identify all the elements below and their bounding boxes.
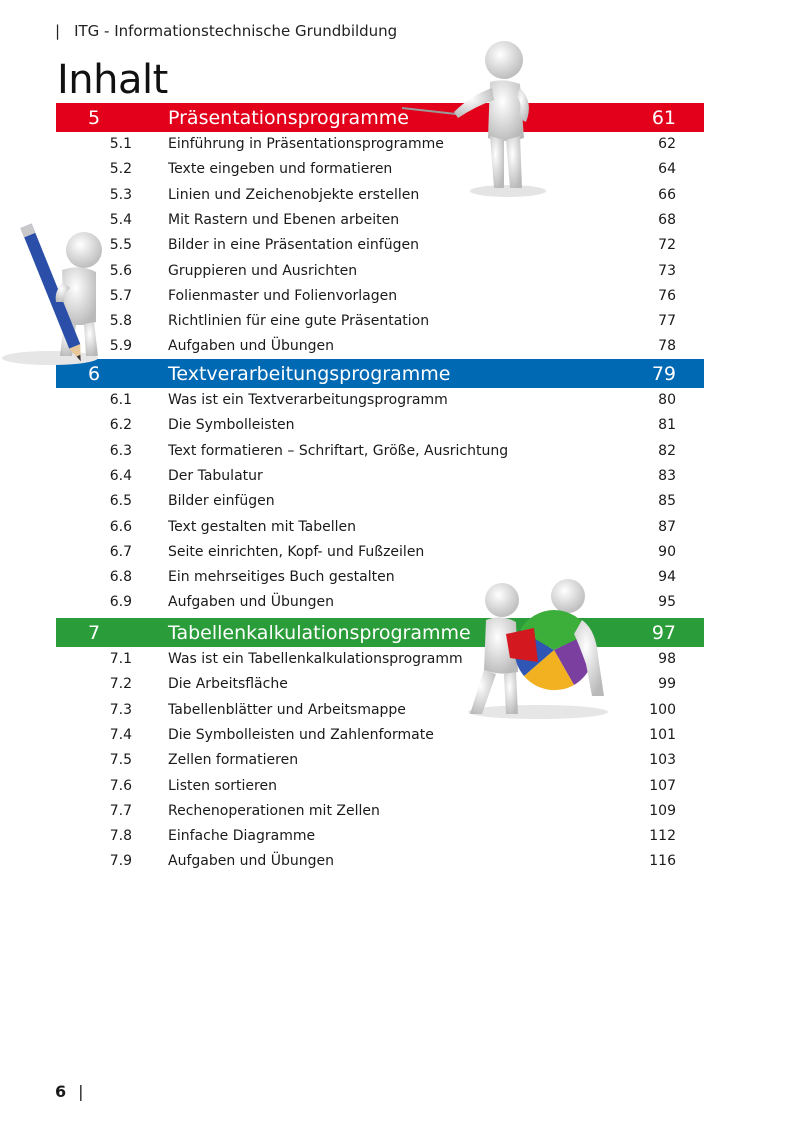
toc-entry[interactable] xyxy=(56,824,704,849)
section-page: 82 xyxy=(658,443,676,459)
section-title: Folienmaster und Folienvorlagen xyxy=(168,288,398,304)
toc-entry[interactable] xyxy=(56,439,704,464)
chapter-title: Präsentationsprogramme xyxy=(168,107,409,129)
toc-entry[interactable] xyxy=(56,413,704,438)
section-number: 5.9 xyxy=(109,338,132,354)
section-page: 76 xyxy=(658,288,676,304)
section-number: 6.2 xyxy=(109,417,132,433)
toc-entry[interactable] xyxy=(56,540,704,565)
section-title: Bilder in eine Präsentation einfügen xyxy=(168,237,419,253)
chapter-number: 5 xyxy=(88,107,101,129)
section-title: Einführung in Präsentationsprogramme xyxy=(168,136,444,152)
section-title: Seite einrichten, Kopf- und Fußzeilen xyxy=(168,544,425,560)
section-page: 78 xyxy=(658,338,676,354)
section-title: Text formatieren – Schriftart, Größe, Ausrichtung xyxy=(168,443,509,459)
section-page: 83 xyxy=(658,468,676,484)
toc-entry[interactable] xyxy=(56,464,704,489)
toc-entry[interactable] xyxy=(56,388,704,413)
section-number: 7.6 xyxy=(109,778,132,794)
toc-entry[interactable] xyxy=(56,334,704,359)
presenter-figure-icon xyxy=(398,38,548,198)
section-page: 94 xyxy=(658,569,676,585)
page-number: 6 xyxy=(55,1082,67,1101)
section-number: 6.7 xyxy=(109,544,132,560)
chapter-page: 61 xyxy=(651,107,676,129)
chapter-title: Tabellenkalkulationsprogramme xyxy=(168,622,471,644)
toc-entry[interactable] xyxy=(56,157,704,182)
section-number: 5.6 xyxy=(109,263,132,279)
toc-entry[interactable] xyxy=(56,309,704,334)
page-title: Inhalt xyxy=(57,57,168,103)
toc-entry[interactable] xyxy=(56,489,704,514)
section-number: 6.3 xyxy=(109,443,132,459)
section-title: Einfache Diagramme xyxy=(168,828,316,844)
section-page: 98 xyxy=(658,651,676,667)
toc-entry[interactable] xyxy=(56,723,704,748)
running-header xyxy=(55,22,397,40)
section-number: 7.3 xyxy=(109,702,132,718)
section-title: Was ist ein Textverarbeitungsprogramm xyxy=(168,392,448,408)
header-text: ITG - Informationstechnische Grundbildung xyxy=(74,22,398,40)
section-page: 109 xyxy=(649,803,676,819)
toc-entry[interactable] xyxy=(56,183,704,208)
section-page: 99 xyxy=(658,676,676,692)
section-page: 64 xyxy=(658,161,676,177)
section-number: 6.8 xyxy=(109,569,132,585)
footer-separator: | xyxy=(78,1082,84,1101)
chapter-heading[interactable] xyxy=(56,103,704,132)
section-number: 6.9 xyxy=(109,594,132,610)
pie-chart-figures-icon xyxy=(458,576,618,721)
section-title: Texte eingeben und formatieren xyxy=(168,161,393,177)
section-title: Die Symbolleisten und Zahlenformate xyxy=(168,727,434,743)
page-footer xyxy=(55,1082,84,1101)
section-number: 5.1 xyxy=(109,136,132,152)
section-number: 7.8 xyxy=(109,828,132,844)
section-title: Gruppieren und Ausrichten xyxy=(168,263,358,279)
toc-entry[interactable] xyxy=(56,849,704,874)
chapter-page: 79 xyxy=(651,363,676,385)
section-title: Ein mehrseitiges Buch gestalten xyxy=(168,569,395,585)
section-page: 77 xyxy=(658,313,676,329)
section-title: Listen sortieren xyxy=(168,778,277,794)
section-number: 5.2 xyxy=(109,161,132,177)
section-number: 5.3 xyxy=(109,187,132,203)
section-title: Der Tabulatur xyxy=(168,468,263,484)
section-number: 7.9 xyxy=(109,853,132,869)
section-number: 6.5 xyxy=(109,493,132,509)
section-title: Die Symbolleisten xyxy=(168,417,295,433)
section-page: 85 xyxy=(658,493,676,509)
section-title: Text gestalten mit Tabellen xyxy=(168,519,356,535)
section-page: 80 xyxy=(658,392,676,408)
section-number: 7.4 xyxy=(109,727,132,743)
section-number: 7.1 xyxy=(109,651,132,667)
toc-entry[interactable] xyxy=(56,233,704,258)
section-page: 116 xyxy=(649,853,676,869)
section-page: 103 xyxy=(649,752,676,768)
section-title: Aufgaben und Übungen xyxy=(168,338,335,354)
section-number: 5.5 xyxy=(109,237,132,253)
chapter-number: 6 xyxy=(88,363,101,385)
toc-entry[interactable] xyxy=(56,208,704,233)
section-title: Aufgaben und Übungen xyxy=(168,594,335,610)
section-title: Aufgaben und Übungen xyxy=(168,853,335,869)
section-title: Mit Rastern und Ebenen arbeiten xyxy=(168,212,400,228)
toc-entry[interactable] xyxy=(56,515,704,540)
chapter-title: Textverarbeitungsprogramme xyxy=(168,363,451,385)
section-title: Zellen formatieren xyxy=(168,752,299,768)
section-page: 66 xyxy=(658,187,676,203)
section-number: 7.2 xyxy=(109,676,132,692)
section-number: 5.7 xyxy=(109,288,132,304)
section-page: 62 xyxy=(658,136,676,152)
section-page: 87 xyxy=(658,519,676,535)
section-number: 6.4 xyxy=(109,468,132,484)
section-page: 100 xyxy=(649,702,676,718)
section-page: 112 xyxy=(649,828,676,844)
section-number: 6.6 xyxy=(109,519,132,535)
section-page: 81 xyxy=(658,417,676,433)
section-number: 6.1 xyxy=(109,392,132,408)
toc-entry[interactable] xyxy=(56,774,704,799)
chapter-page: 97 xyxy=(651,622,676,644)
header-separator: | xyxy=(55,22,61,40)
section-page: 68 xyxy=(658,212,676,228)
section-number: 7.5 xyxy=(109,752,132,768)
section-title: Bilder einfügen xyxy=(168,493,275,509)
section-page: 73 xyxy=(658,263,676,279)
section-title: Richtlinien für eine gute Präsentation xyxy=(168,313,430,329)
section-number: 5.4 xyxy=(109,212,132,228)
section-number: 5.8 xyxy=(109,313,132,329)
toc-entry[interactable] xyxy=(56,259,704,284)
section-title: Tabellenblätter und Arbeitsmappe xyxy=(168,702,406,718)
section-page: 101 xyxy=(649,727,676,743)
toc-entry[interactable] xyxy=(56,799,704,824)
chapter-heading[interactable] xyxy=(56,359,704,388)
section-title: Rechenoperationen mit Zellen xyxy=(168,803,380,819)
chapter-number: 7 xyxy=(88,622,101,644)
toc-entry[interactable] xyxy=(56,284,704,309)
section-number: 7.7 xyxy=(109,803,132,819)
section-page: 90 xyxy=(658,544,676,560)
section-page: 95 xyxy=(658,594,676,610)
section-page: 72 xyxy=(658,237,676,253)
toc-entry[interactable] xyxy=(56,132,704,157)
pencil-figure-icon xyxy=(0,210,110,370)
toc-entry[interactable] xyxy=(56,748,704,773)
section-title: Linien und Zeichenobjekte erstellen xyxy=(168,187,420,203)
section-title: Die Arbeitsfläche xyxy=(168,676,288,692)
section-page: 107 xyxy=(649,778,676,794)
section-title: Was ist ein Tabellenkalkulationsprogramm xyxy=(168,651,463,667)
